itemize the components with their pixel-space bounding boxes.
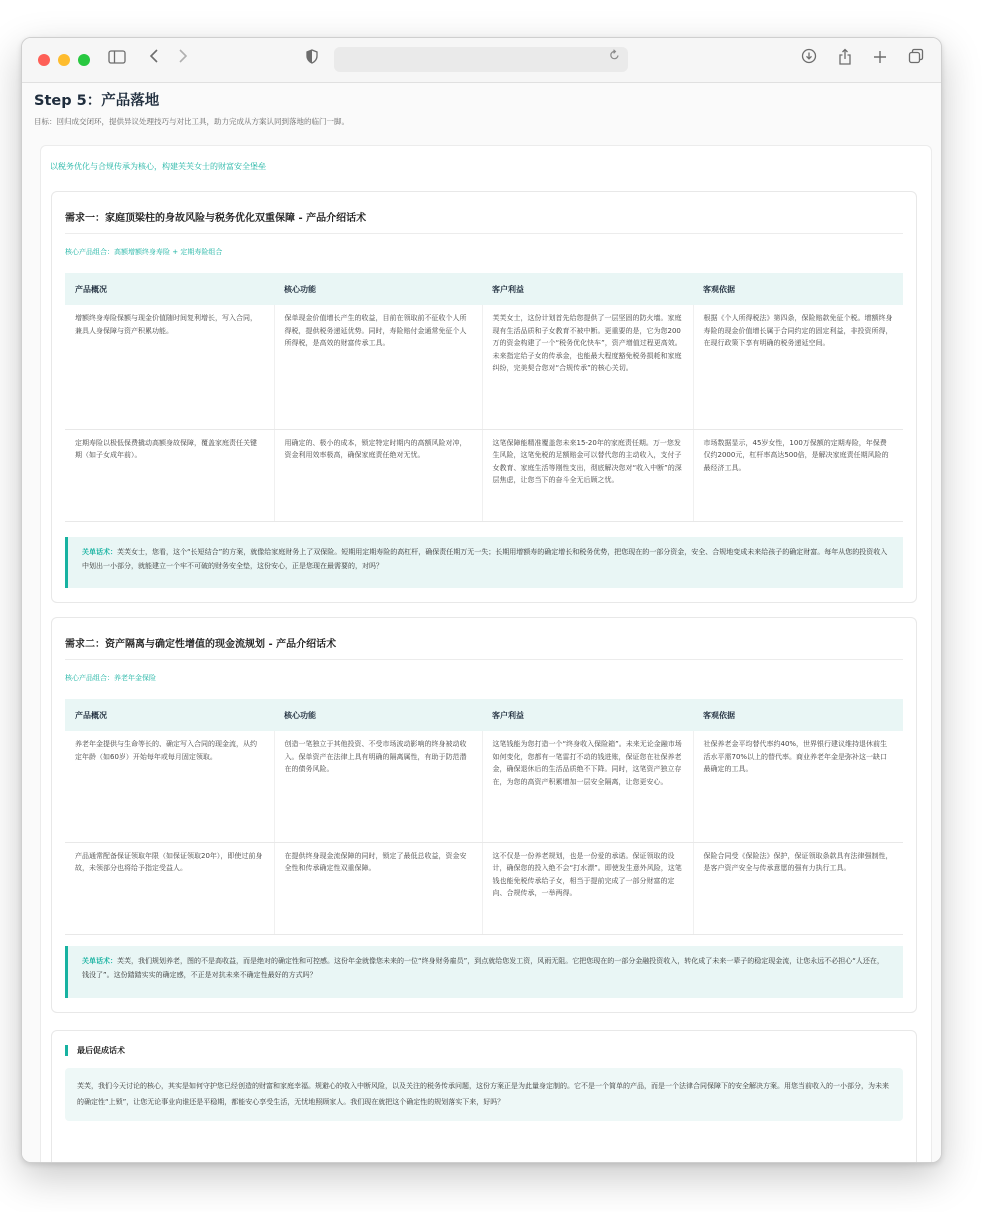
column-header: 客观依据: [693, 699, 903, 731]
final-closing-title: 最后促成话术: [65, 1045, 125, 1056]
table-cell: 保单现金价值增长产生的收益，目前在领取前不征收个人所得税，提供税务递延优势。同时，寿险赔付金通常免征个人所得税，是高效的财富传承工具。: [274, 305, 482, 429]
tabs-icon[interactable]: [905, 48, 927, 70]
table-cell: 创造一笔独立于其他投资、不受市场波动影响的终身被动收入。保单资产在法律上具有明确的隔离属性，有助于防范潜在的债务风险。: [274, 731, 482, 842]
download-icon[interactable]: [798, 48, 820, 70]
closing-pitch-box: [65, 537, 903, 588]
table-row: [65, 842, 903, 934]
chevron-left-icon[interactable]: [143, 48, 165, 70]
table-row: [65, 731, 903, 842]
product-combo: 核心产品组合：养老年金保险: [65, 674, 156, 682]
section-title: 需求一：家庭顶梁柱的身故风险与税务优化双重保障 - 产品介绍话术: [65, 213, 367, 224]
browser-toolbar: [22, 38, 941, 83]
sidebar-icon[interactable]: [106, 48, 128, 70]
zoom-window-button[interactable]: [78, 54, 90, 66]
column-header: 核心功能: [274, 273, 482, 305]
closing-pitch-text: 芙芙女士，您看，这个“长短结合”的方案，就像给家庭财务上了双保险。短期用定期寿险的高杠杆，确保责任期万无一失；长期用增额寿的确定增长和税务优势，把您现在的一部分资金，安全、合规地变成未来给孩子的确定财富。每年从您的投资收入中划出一小部分，就能建立一个牢不可破的财务安全垫，这份安心，正是您现在最需要的，对吗？: [82, 548, 888, 570]
table-header-row: [65, 699, 903, 731]
table-cell: 市场数据显示，45岁女性，100万保额的定期寿险，年保费仅约2000元，杠杆率高达500倍，是解决家庭责任期风险的最经济工具。: [693, 429, 903, 521]
closing-pitch-box: [65, 946, 903, 998]
section-need-1: [51, 191, 917, 603]
product-combo: 核心产品组合：高额增额终身寿险 + 定期寿险组合: [65, 248, 223, 256]
column-header: 客观依据: [693, 273, 903, 305]
column-header: 客户利益: [482, 699, 693, 731]
closing-pitch-text: 芙芙，我们规划养老，图的不是高收益，而是绝对的确定性和可控感。这份年金就像您未来的一位“终身财务雇员”，到点就给您发工资，风雨无阻。它把您现在的一部分金融投资收入，转化成了未来一辈子的稳定现金流，让您永远不必担心“人还在，钱没了”。这份踏踏实实的确定感，不正是对抗未来不确定性最好的方式吗？: [82, 957, 884, 979]
address-bar[interactable]: [334, 47, 628, 72]
page-content: [22, 83, 941, 1162]
closing-pitch-label: 关单话术：: [82, 957, 117, 965]
divider: [65, 233, 903, 234]
table-cell: 养老年金提供与生命等长的、确定写入合同的现金流，从约定年龄（如60岁）开始每年或每月固定领取。: [65, 731, 274, 842]
table-cell: 社保养老金平均替代率约40%，世界银行建议维持退休前生活水平需70%以上的替代率。商业养老年金是弥补这一缺口最确定的工具。: [693, 731, 903, 842]
reload-icon[interactable]: [609, 49, 620, 65]
chevron-right-icon[interactable]: [172, 48, 194, 70]
section-title: 需求二：资产隔离与确定性增值的现金流规划 - 产品介绍话术: [65, 639, 337, 650]
browser-window: [21, 37, 942, 1163]
table-cell: 用确定的、极小的成本，锁定特定时期内的高额风险对冲，资金利用效率极高，确保家庭责任绝对无忧。: [274, 429, 482, 521]
column-header: 产品概况: [65, 699, 274, 731]
table-cell: 在提供终身现金流保障的同时，锁定了最低总收益，资金安全性和传承确定性双重保障。: [274, 842, 482, 934]
minimize-window-button[interactable]: [58, 54, 70, 66]
table-cell: 增额终身寿险保额与现金价值随时间复利增长，写入合同，兼具人身保障与资产积累功能。: [65, 305, 274, 429]
close-window-button[interactable]: [38, 54, 50, 66]
product-table: [65, 699, 903, 935]
intro-text: 以税务优化与合规传承为核心，构建芙芙女士的财富安全堡垒: [50, 162, 266, 171]
final-closing-text: 芙芙，我们今天讨论的核心，其实是如何守护您已经创造的财富和家庭幸福。规避心的收入中断风险，以及关注的税务传承问题，这份方案正是为此量身定制的。它不是一个简单的产品，而是一个法律合同保障下的安全解决方案。用您当前收入的一小部分，为未来的确定性“上锁”，让您无论事业向谁还是平稳期，都能安心享受生活，无忧地照顾家人。我们现在就把这个确定性的规划落实下来，好吗？: [65, 1068, 903, 1121]
table-cell: 这笔钱能为您打造一个“终身收入保险箱”。未来无论金融市场如何变化，您都有一笔雷打不动的钱进账，保证您在社保养老金，确保退休后的生活品质绝不下降。同时，这笔资产独立存在，为您的高资产积累增加一层安全隔离，让您更安心。: [482, 731, 693, 842]
table-cell: 定期寿险以极低保费撬动高额身故保障，覆盖家庭责任关键期（如子女成年前）。: [65, 429, 274, 521]
table-row: [65, 305, 903, 429]
column-header: 核心功能: [274, 699, 482, 731]
table-cell: 芙芙女士，这份计划首先给您提供了一层坚固的防火墙。家庭现有生活品质和子女教育不被中断。更重要的是，它为您200万的资金构建了一个“税务优化快车”，资产增值过程更高效。未来指定给子女的传承金，也能最大程度豁免税务损耗和家庭纠纷，完美契合您对“合规传承”的核心关切。: [482, 305, 693, 429]
column-header: 客户利益: [482, 273, 693, 305]
closing-pitch-label: 关单话术：: [82, 548, 117, 556]
page-title: Step 5：产品落地: [34, 93, 160, 109]
divider: [65, 659, 903, 660]
shield-icon[interactable]: [301, 48, 323, 70]
table-cell: 保险合同受《保险法》保护，保证领取条款具有法律强制性，是客户资产安全与传承意愿的强有力执行工具。: [693, 842, 903, 934]
product-table: [65, 273, 903, 522]
table-cell: 产品通常配备保证领取年限（如保证领取20年），即使过前身故，未领部分也将给予指定受益人。: [65, 842, 274, 934]
share-icon[interactable]: [834, 48, 856, 70]
column-header: 产品概况: [65, 273, 274, 305]
table-cell: 这笔保障能精准覆盖您未来15-20年的家庭责任期。万一您发生风险，这笔免税的足额赔金可以替代您的主动收入，支付子女教育、家庭生活等刚性支出，彻底解决您对“收入中断”的深层焦虑，让您当下的奋斗全无后顾之忧。: [482, 429, 693, 521]
final-closing-section: [51, 1030, 917, 1162]
table-cell: 这不仅是一份养老规划，也是一份爱的承诺。保证领取的设计，确保您的投入绝不会“打水漂”。即使发生意外风险，这笔钱也能免税传承给子女，相当于提前完成了一部分财富的定向、合规传承，一举两得。: [482, 842, 693, 934]
table-header-row: [65, 273, 903, 305]
section-need-2: [51, 617, 917, 1013]
main-card: [40, 145, 932, 1162]
page-subtitle: 目标：回归成交闭环，提供异议处理技巧与对比工具，助力完成从方案认同到落地的临门一脚。: [34, 117, 349, 126]
plus-icon[interactable]: [869, 48, 891, 70]
table-cell: 根据《个人所得税法》第四条，保险赔款免征个税。增额终身寿险的现金价值增长属于合同约定的固定利益，非投资所得，在现行政策下享有明确的税务递延空间。: [693, 305, 903, 429]
table-row: [65, 429, 903, 521]
